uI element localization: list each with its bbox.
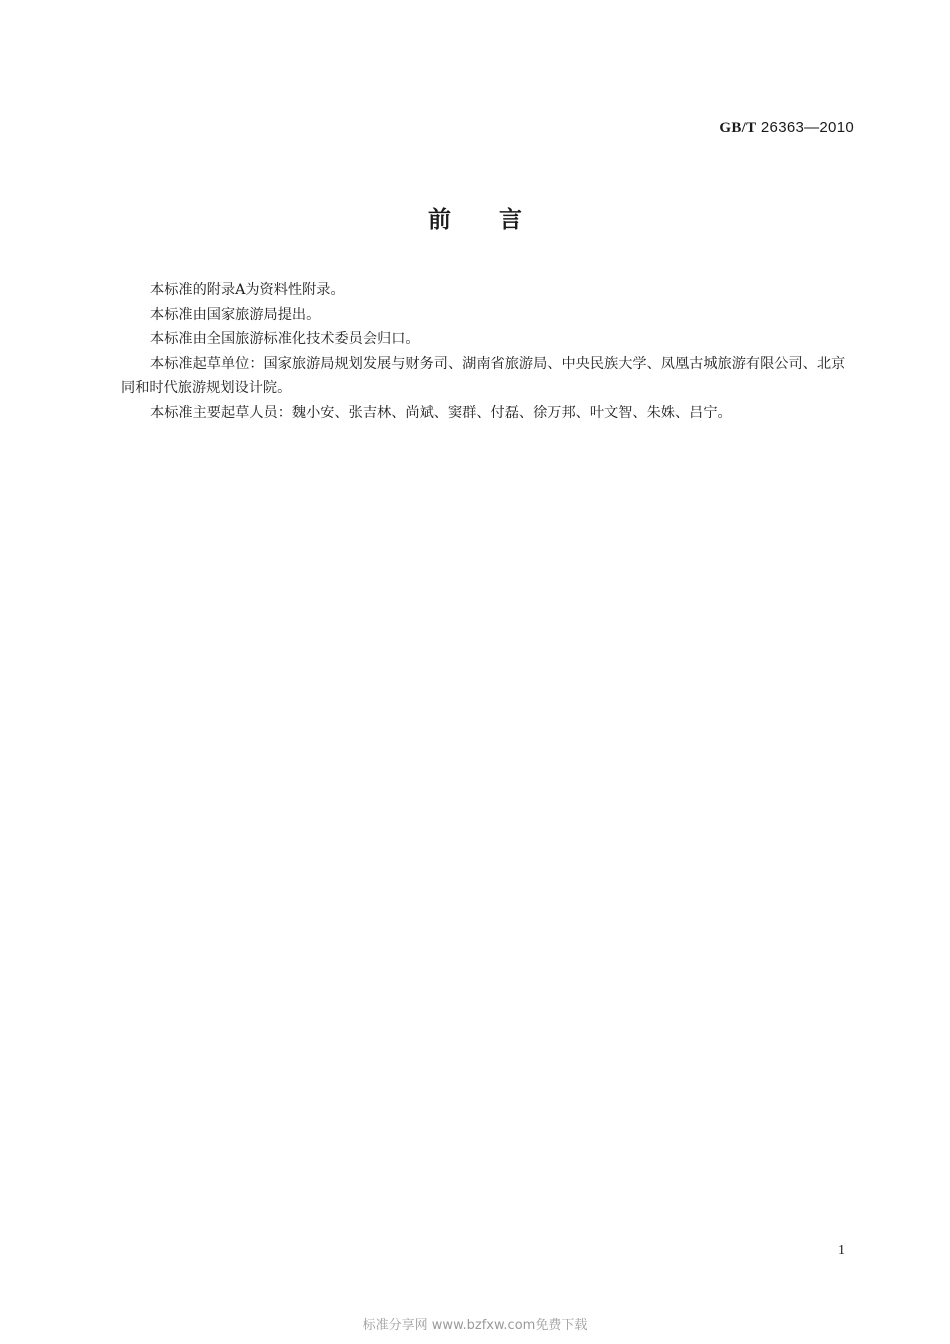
page-title bbox=[0, 201, 950, 234]
paragraph-drafters: 本标准主要起草人员：魏小安、张吉林、尚斌、窦群、付磊、徐万邦、叶文智、朱姝、吕宁。 bbox=[150, 404, 732, 421]
paragraph-proposer: 本标准由国家旅游局提出。 bbox=[150, 306, 321, 323]
standard-code: GB/T bbox=[719, 120, 757, 136]
footer-watermark: 标准分享网 www.bzfxw.com免费下载 bbox=[362, 1318, 588, 1333]
title-char-2: 言 bbox=[499, 207, 522, 233]
standard-year-number: 26363—2010 bbox=[756, 119, 854, 136]
foreword-body bbox=[121, 278, 857, 425]
title-char-1: 前 bbox=[428, 207, 451, 233]
paragraph-committee: 本标准由全国旅游标准化技术委员会归口。 bbox=[150, 331, 420, 347]
standard-number bbox=[719, 118, 854, 137]
paragraph-appendix: 本标准的附录A为资料性附录。 bbox=[150, 282, 345, 298]
page-number: 1 bbox=[838, 1243, 845, 1258]
paragraph-drafting-units: 本标准起草单位：国家旅游局规划发展与财务司、湖南省旅游局、中央民族大学、凤凰古城旅游有限公司、北京同和时代旅游规划设计院。 bbox=[121, 355, 846, 396]
